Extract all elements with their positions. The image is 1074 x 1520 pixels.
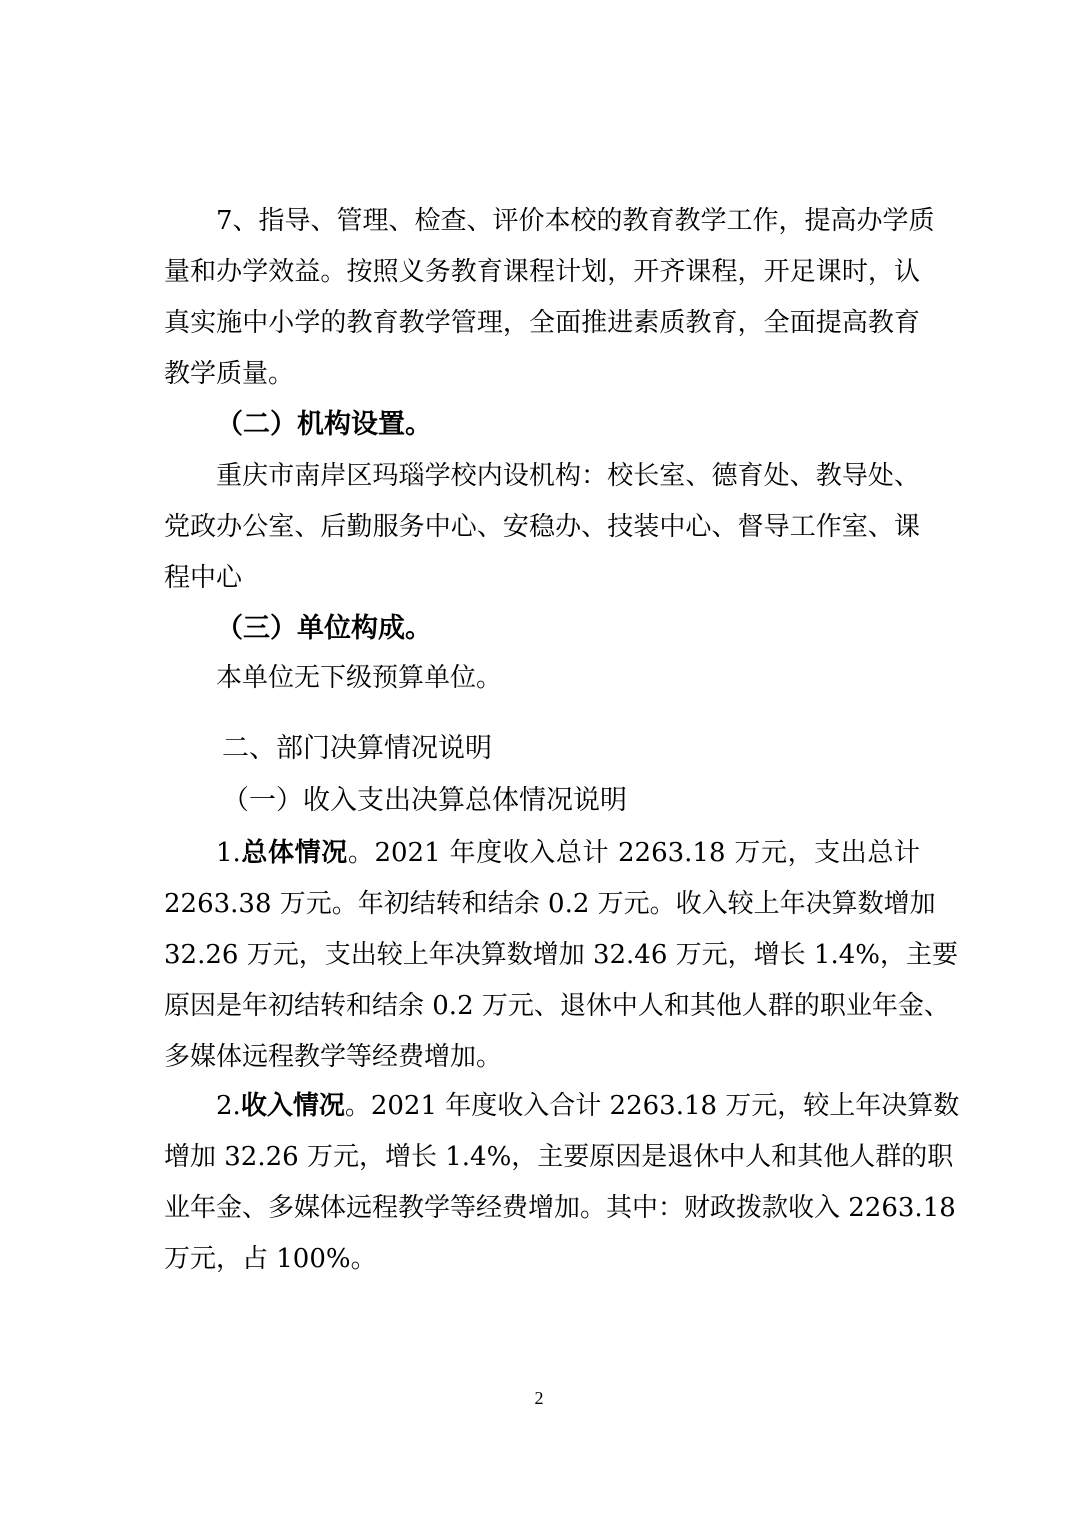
overall-line-4: 原因是年初结转和结余 0.2 万元、退休中人和其他人群的职业年金、	[164, 991, 950, 1021]
item7-line-1: 7、指导、管理、检查、评价本校的教育教学工作，提高办学质	[216, 206, 935, 236]
composition-text: 本单位无下级预算单位。	[216, 663, 503, 693]
income-line-4: 万元，占 100%。	[164, 1244, 377, 1274]
page-number: 2	[534, 1388, 544, 1408]
income-first-line-rest: 。2021 年度收入合计 2263.18 万元，较上年决算数	[344, 1091, 960, 1121]
income-line-1	[216, 1089, 960, 1123]
overall-label: 总体情况	[240, 838, 348, 868]
item7-line-2: 量和办学效益。按照义务教育课程计划，开齐课程，开足课时，认	[164, 257, 920, 287]
overall-first-line-rest: 。2021 年度收入总计 2263.18 万元，支出总计	[347, 838, 920, 868]
heading-org-setup: （二）机构设置。	[216, 409, 432, 440]
heading-unit-composition: （三）单位构成。	[216, 613, 432, 644]
org-line-1: 重庆市南岸区玛瑙学校内设机构：校长室、德育处、教导处、	[216, 461, 920, 491]
income-line-2: 增加 32.26 万元，增长 1.4%，主要原因是退休中人和其他人群的职	[164, 1142, 954, 1172]
income-line-3: 业年金、多媒体远程教学等经费增加。其中：财政拨款收入 2263.18	[164, 1193, 956, 1223]
org-line-2: 党政办公室、后勤服务中心、安稳办、技装中心、督导工作室、课	[164, 512, 920, 542]
overall-line-5: 多媒体远程教学等经费增加。	[164, 1042, 503, 1072]
overall-line-1	[216, 836, 920, 870]
section2-title: 二、部门决算情况说明	[222, 733, 492, 764]
income-label: 收入情况	[240, 1091, 345, 1121]
org-line-3: 程中心	[164, 563, 243, 593]
item7-line-3: 真实施中小学的教育教学管理，全面推进素质教育，全面提高教育	[164, 308, 920, 338]
section2-subtitle: （一）收入支出决算总体情况说明	[222, 785, 627, 816]
overall-prefix: 1.	[216, 838, 241, 868]
overall-line-3: 32.26 万元，支出较上年决算数增加 32.46 万元，增长 1.4%，主要	[164, 940, 958, 970]
item7-line-4: 教学质量。	[164, 359, 295, 389]
overall-line-2: 2263.38 万元。年初结转和结余 0.2 万元。收入较上年决算数增加	[164, 889, 936, 919]
income-prefix: 2.	[216, 1091, 241, 1121]
